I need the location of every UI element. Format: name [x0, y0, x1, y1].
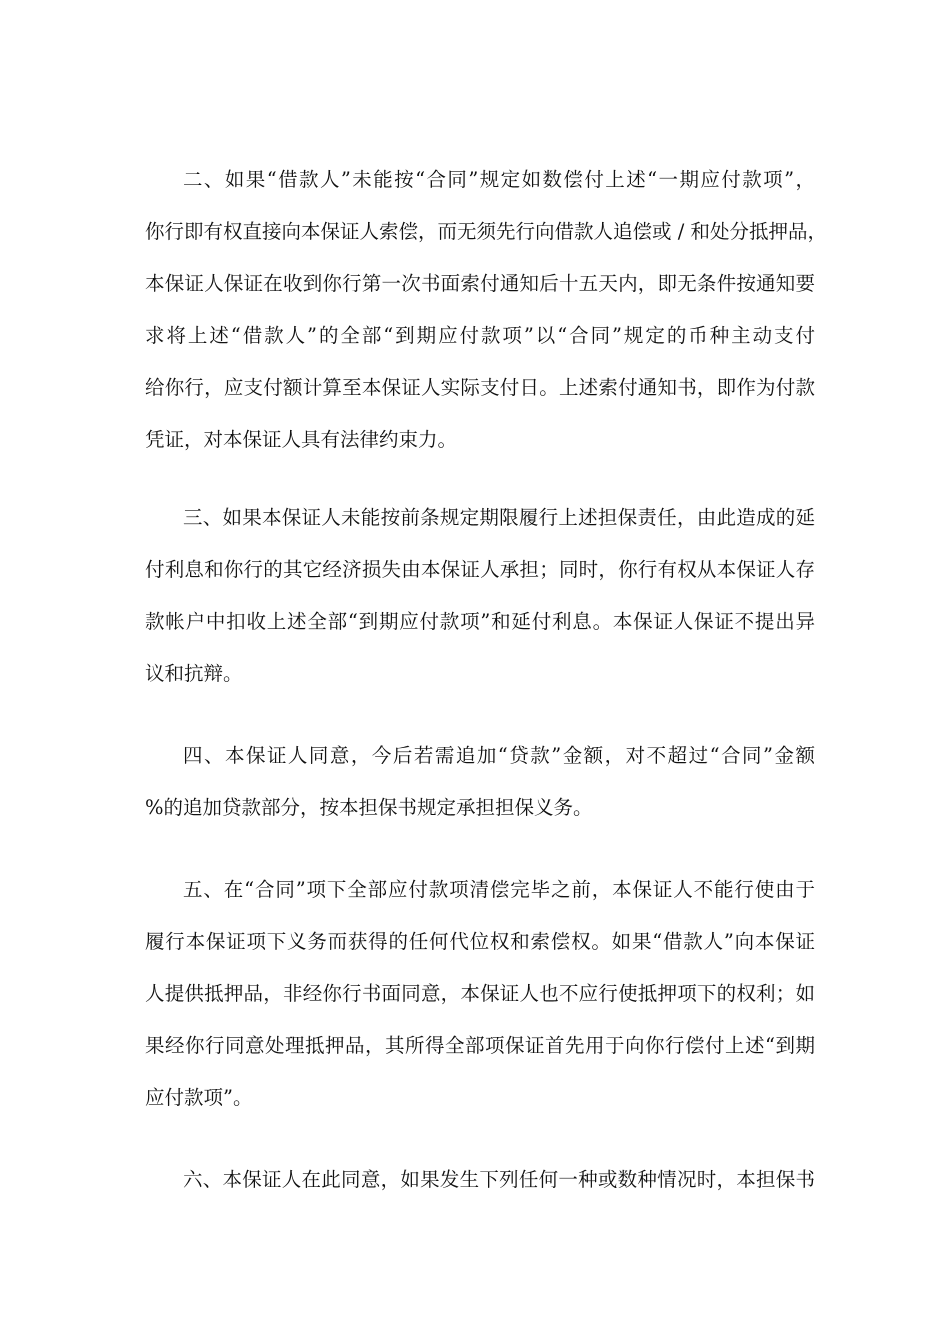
paragraph-line: 五、在“合同”项下全部应付款项清偿完毕之前，本保证人不能行使由于 — [183, 878, 815, 901]
paragraph-line: 履行本保证项下义务而获得的任何代位权和索偿权。如果“借款人”向本保证 — [145, 930, 815, 953]
paragraph-line: 款帐户中扣收上述全部“到期应付款项”和延付利息。本保证人保证不提出异 — [145, 610, 815, 633]
paragraph-4 — [145, 730, 815, 834]
paragraph-line: 二、如果“借款人”未能按“合同”规定如数偿付上述“一期应付款项”， — [183, 168, 815, 191]
paragraph-line: 付利息和你行的其它经济损失由本保证人承担；同时，你行有权从本保证人存 — [145, 558, 815, 581]
paragraph-line: 议和抗辩。 — [145, 662, 243, 685]
paragraph-line: 应付款项”。 — [145, 1086, 253, 1109]
paragraph-line: %的追加贷款部分，按本担保书规定承担担保义务。 — [145, 796, 593, 819]
paragraph-5 — [145, 864, 815, 1124]
paragraph-6 — [145, 1154, 815, 1206]
paragraph-line: 六、本保证人在此同意，如果发生下列任何一种或数种情况时，本担保书 — [183, 1168, 815, 1191]
paragraph-line: 果经你行同意处理抵押品，其所得全部项保证首先用于向你行偿付上述“到期 — [145, 1034, 815, 1057]
paragraph-line: 人提供抵押品，非经你行书面同意，本保证人也不应行使抵押项下的权利；如 — [145, 982, 815, 1005]
paragraph-line: 四、本保证人同意，今后若需追加“贷款”金额，对不超过“合同”金额 — [183, 744, 815, 767]
paragraph-line: 你行即有权直接向本保证人索偿，而无须先行向借款人追偿或 / 和处分抵押品， — [145, 220, 827, 243]
paragraph-line: 三、如果本保证人未能按前条规定期限履行上述担保责任，由此造成的延 — [183, 506, 815, 529]
paragraph-line: 本保证人保证在收到你行第一次书面索付通知后十五天内，即无条件按通知要 — [145, 272, 815, 295]
paragraph-3 — [145, 492, 815, 700]
paragraph-line: 凭证，对本保证人具有法律约束力。 — [145, 428, 458, 451]
paragraph-2 — [145, 154, 827, 466]
paragraph-line: 给你行，应支付额计算至本保证人实际支付日。上述索付通知书，即作为付款 — [145, 376, 815, 399]
paragraph-line: 求将上述“借款人”的全部“到期应付款项”以“合同”规定的币种主动支付 — [145, 324, 815, 347]
